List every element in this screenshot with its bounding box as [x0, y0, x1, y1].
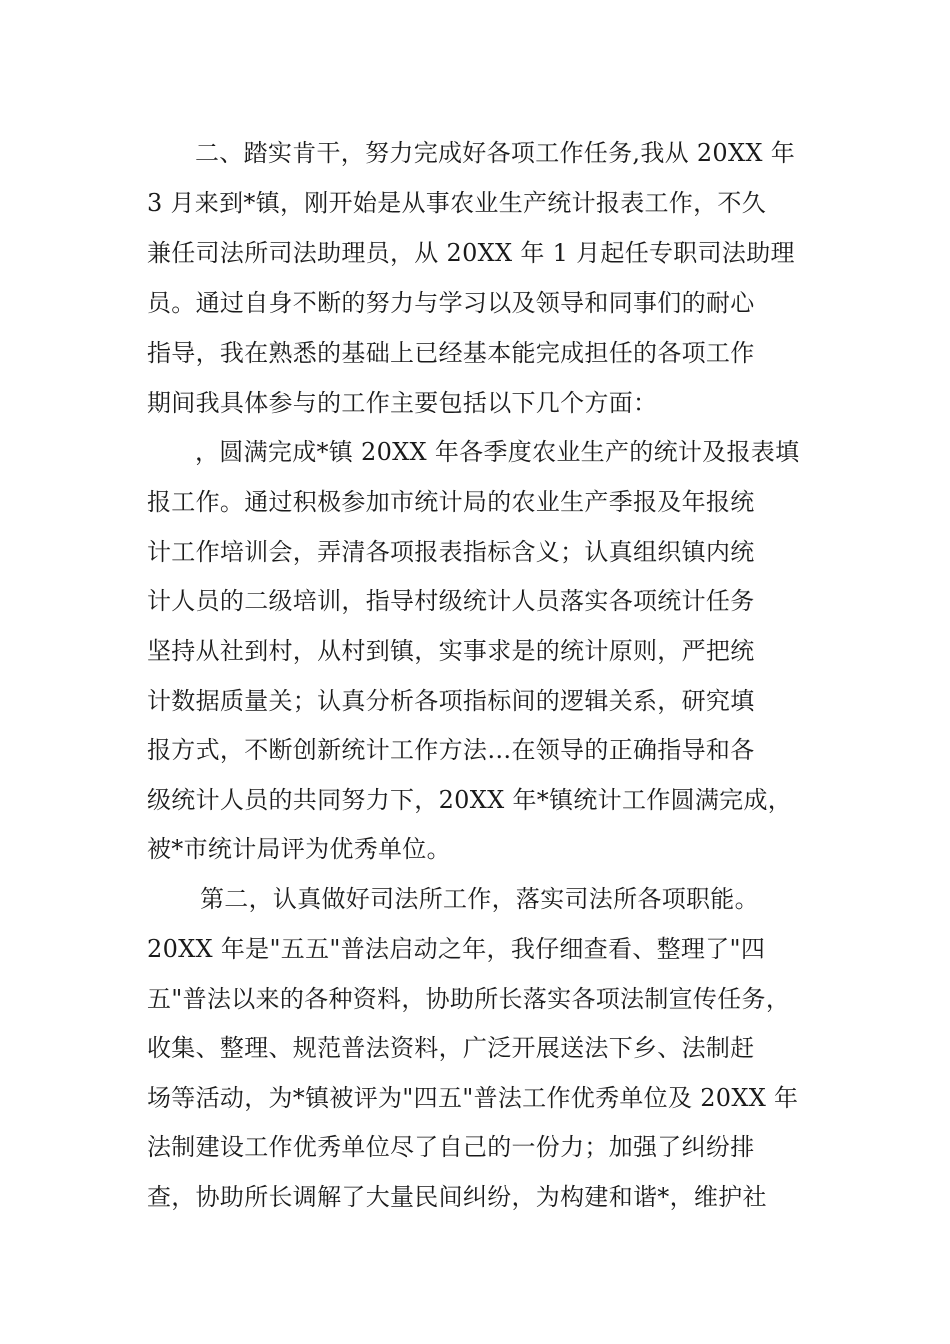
text-line: 计人员的二级培训，指导村级统计人员落实各项统计任务 [147, 587, 755, 615]
text-line: 3 月来到*镇，刚开始是从事农业生产统计报表工作，不久 [147, 189, 766, 217]
text-line: 查，协助所长调解了大量民间纠纷，为构建和谐*，维护社 [147, 1183, 767, 1211]
text-line: 收集、整理、规范普法资料，广泛开展送法下乡、法制赶 [147, 1034, 755, 1062]
text-line: 兼任司法所司法助理员，从 20XX 年 1 月起任专职司法助理 [147, 239, 795, 267]
text-line: 计数据质量关；认真分析各项指标间的逻辑关系，研究填 [147, 687, 755, 715]
text-line: 报方式，不断创新统计工作方法…在领导的正确指导和各 [147, 736, 755, 764]
text-line: 二、踏实肯干，努力完成好各项工作任务,我从 20XX 年 [195, 139, 795, 167]
text-line: 五"普法以来的各种资料，协助所长落实各项法制宣传任务， [147, 985, 791, 1013]
text-line: 法制建设工作优秀单位尽了自己的一份力；加强了纠纷排 [147, 1133, 755, 1161]
text-line: ，圆满完成*镇 20XX 年各季度农业生产的统计及报表填 [195, 438, 800, 466]
text-line: 报工作。通过积极参加市统计局的农业生产季报及年报统 [147, 488, 755, 516]
text-line: 20XX 年是"五五"普法启动之年，我仔细查看、整理了"四 [147, 935, 766, 963]
text-line: 期间我具体参与的工作主要包括以下几个方面： [147, 389, 658, 417]
text-line: 被*市统计局评为优秀单位。 [147, 835, 451, 863]
text-line: 员。通过自身不断的努力与学习以及领导和同事们的耐心 [147, 289, 755, 317]
text-line: 第二，认真做好司法所工作，落实司法所各项职能。 [200, 885, 759, 913]
text-line: 计工作培训会，弄清各项报表指标含义；认真组织镇内统 [147, 538, 755, 566]
text-line: 坚持从社到村，从村到镇，实事求是的统计原则，严把统 [147, 637, 755, 665]
text-line: 指导，我在熟悉的基础上已经基本能完成担任的各项工作 [147, 339, 755, 367]
text-line: 级统计人员的共同努力下，20XX 年*镇统计工作圆满完成， [147, 786, 793, 814]
text-line: 场等活动，为*镇被评为"四五"普法工作优秀单位及 20XX 年 [147, 1084, 799, 1112]
